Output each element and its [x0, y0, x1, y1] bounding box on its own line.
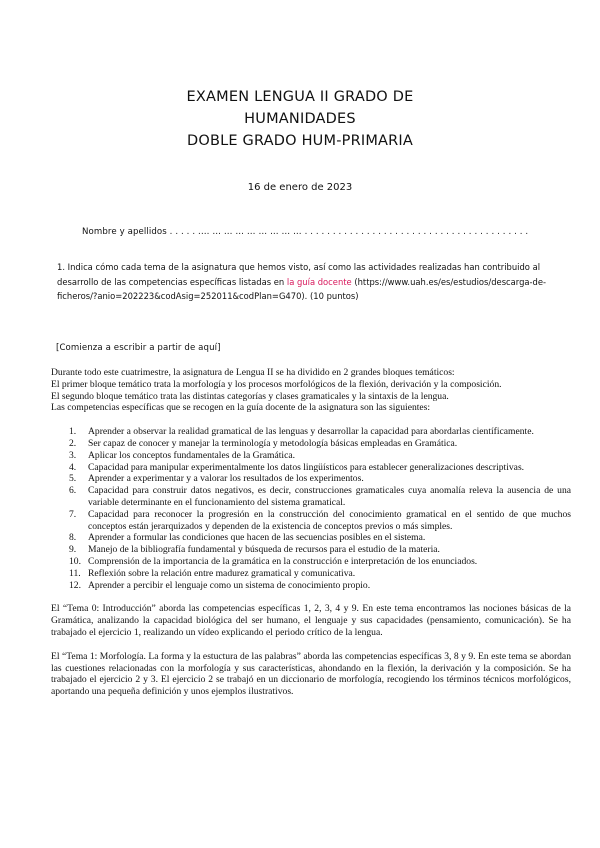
exam-date: 16 de enero de 2023: [247, 182, 353, 193]
list-item: [51, 556, 571, 568]
list-item: [51, 426, 571, 438]
list-number: 5.: [69, 473, 77, 485]
list-text: Capacidad para manipular experimentalmente los datos lingüísticos para establecer generalizaciones descriptivas.: [88, 461, 525, 473]
competencies-list: [51, 426, 571, 591]
list-item: [51, 485, 571, 509]
list-number: 12.: [69, 579, 81, 591]
answer-body: [51, 367, 571, 698]
guia-docente-link[interactable]: la guía docente: [286, 276, 352, 287]
list-text: Ser capaz de conocer y manejar la terminología y metodología básicas empleadas en Gramática.: [88, 437, 458, 449]
list-number: 11.: [69, 567, 81, 579]
list-text: Comprensión de la importancia de la gramática en la construcción e interpretación de los enunciados.: [88, 555, 478, 567]
list-item: [51, 473, 571, 485]
list-text: Manejo de la bibliografía fundamental y búsqueda de recursos para el estudio de la materia.: [88, 544, 440, 556]
list-number: 2.: [69, 437, 77, 449]
list-item: [51, 532, 571, 544]
list-number: 4.: [69, 461, 77, 473]
paragraph-tema-0: El “Tema 0: Introducción” aborda las competencias específicas 1, 2, 3, 4 y 9. En este tema encontramos las nociones básicas de la Gramática, analizando la capacidad biológica del ser humano, el lenguaje y sus capacidades (pensamiento, comunicación). Se ha trabajado el ejercicio 1, realizando un vídeo explicando el periodo crítico de la lengua.: [51, 603, 571, 638]
start-writing-note: [Comienza a escribir a partir de aquí]: [56, 343, 221, 353]
list-number: 7.: [69, 508, 77, 520]
name-field-line: Nombre y apellidos . . . . . .… … … … … … … … … . . . . . . . . . . . . . . . . . . . . . . . . . . . . . . . . . . . . . . . .: [82, 227, 529, 237]
list-item: [51, 438, 571, 450]
list-item: [51, 580, 571, 592]
list-text: Aprender a percibir el lenguaje como un sistema de conocimiento propio.: [88, 579, 371, 591]
question-text: 1. Indica cómo cada tema de la asignatura que hemos visto, así como las actividades realizadas han contribuido al desarrollo de las competencias específicas listadas en: [57, 262, 541, 287]
list-number: 6.: [69, 485, 77, 497]
list-text: Aplicar los conceptos fundamentales de la Gramática.: [88, 449, 295, 461]
list-item: [51, 462, 571, 474]
intro-line: El segundo bloque temático trata las distintas categorías y clases gramaticales y la sintaxis de la lengua.: [51, 390, 449, 402]
exam-title-line-3: DOBLE GRADO HUM-PRIMARIA: [186, 133, 414, 149]
list-number: 10.: [69, 555, 81, 567]
list-text: Aprender a observar la realidad gramatical de las lenguas y desarrollar la capacidad para abordarlas científicamente.: [88, 426, 534, 438]
question-1: [57, 260, 572, 304]
list-text: Capacidad para reconocer la progresión en la construcción del conocimiento gramatical en el sentido de que muchos conceptos están jerarquizados y dependen de la existencia de conceptos previos o más simples.: [88, 508, 571, 532]
list-text: Aprender a formular las condiciones que hacen de las secuencias posibles en el sistema.: [88, 532, 426, 544]
intro-line: El primer bloque temático trata la morfología y los procesos morfológicos de la flexión, derivación y la composición.: [51, 378, 502, 390]
intro-line: Las competencias específicas que se recogen en la guía docente de la asignatura son las siguientes:: [51, 402, 431, 414]
list-item: [51, 450, 571, 462]
intro-line: Durante todo este cuatrimestre, la asignatura de Lengua II se ha dividido en 2 grandes bloques temáticos:: [51, 367, 455, 378]
list-number: 8.: [69, 532, 77, 544]
exam-title-line-1: EXAMEN LENGUA II GRADO DE: [186, 89, 414, 105]
list-text: Aprender a experimentar y a valorar los resultados de los experimentos.: [88, 473, 364, 485]
list-item: [51, 568, 571, 580]
list-number: 3.: [69, 449, 77, 461]
list-item: [51, 509, 571, 533]
list-item: [51, 544, 571, 556]
list-text: Capacidad para construir datos negativos, es decir, construcciones gramaticales cuya anomalía releva la ausencia de una variable determinante en el funcionamiento del sistema gramatical.: [88, 485, 571, 508]
list-number: 1.: [69, 426, 77, 438]
question-text-end: (https://www.uah.es/es/estudios/descarga-de-ficheros/?anio=202223&codAsig=252011&codPlan=G470). (10 puntos): [57, 276, 547, 301]
list-text: Reflexión sobre la relación entre madurez gramatical y comunicativa.: [88, 567, 356, 579]
exam-title-line-2: HUMANIDADES: [244, 111, 356, 127]
list-number: 9.: [69, 544, 77, 556]
paragraph-tema-1: El “Tema 1: Morfología. La forma y la estuctura de las palabras” aborda las competencias específicas 3, 8 y 9. En este tema se abordan las cuestiones relacionadas con la morfología y sus características, ahondando en la flexión, la derivación y la composición. Se ha trabajado el ejercicio 2 y 3. El ejercicio 2 se trabajó en un diccionario de morfología, recogiendo los términos técnicos morfológicos, aportando una pequeña definición y unos ejemplos ilustrativos.: [51, 650, 571, 698]
